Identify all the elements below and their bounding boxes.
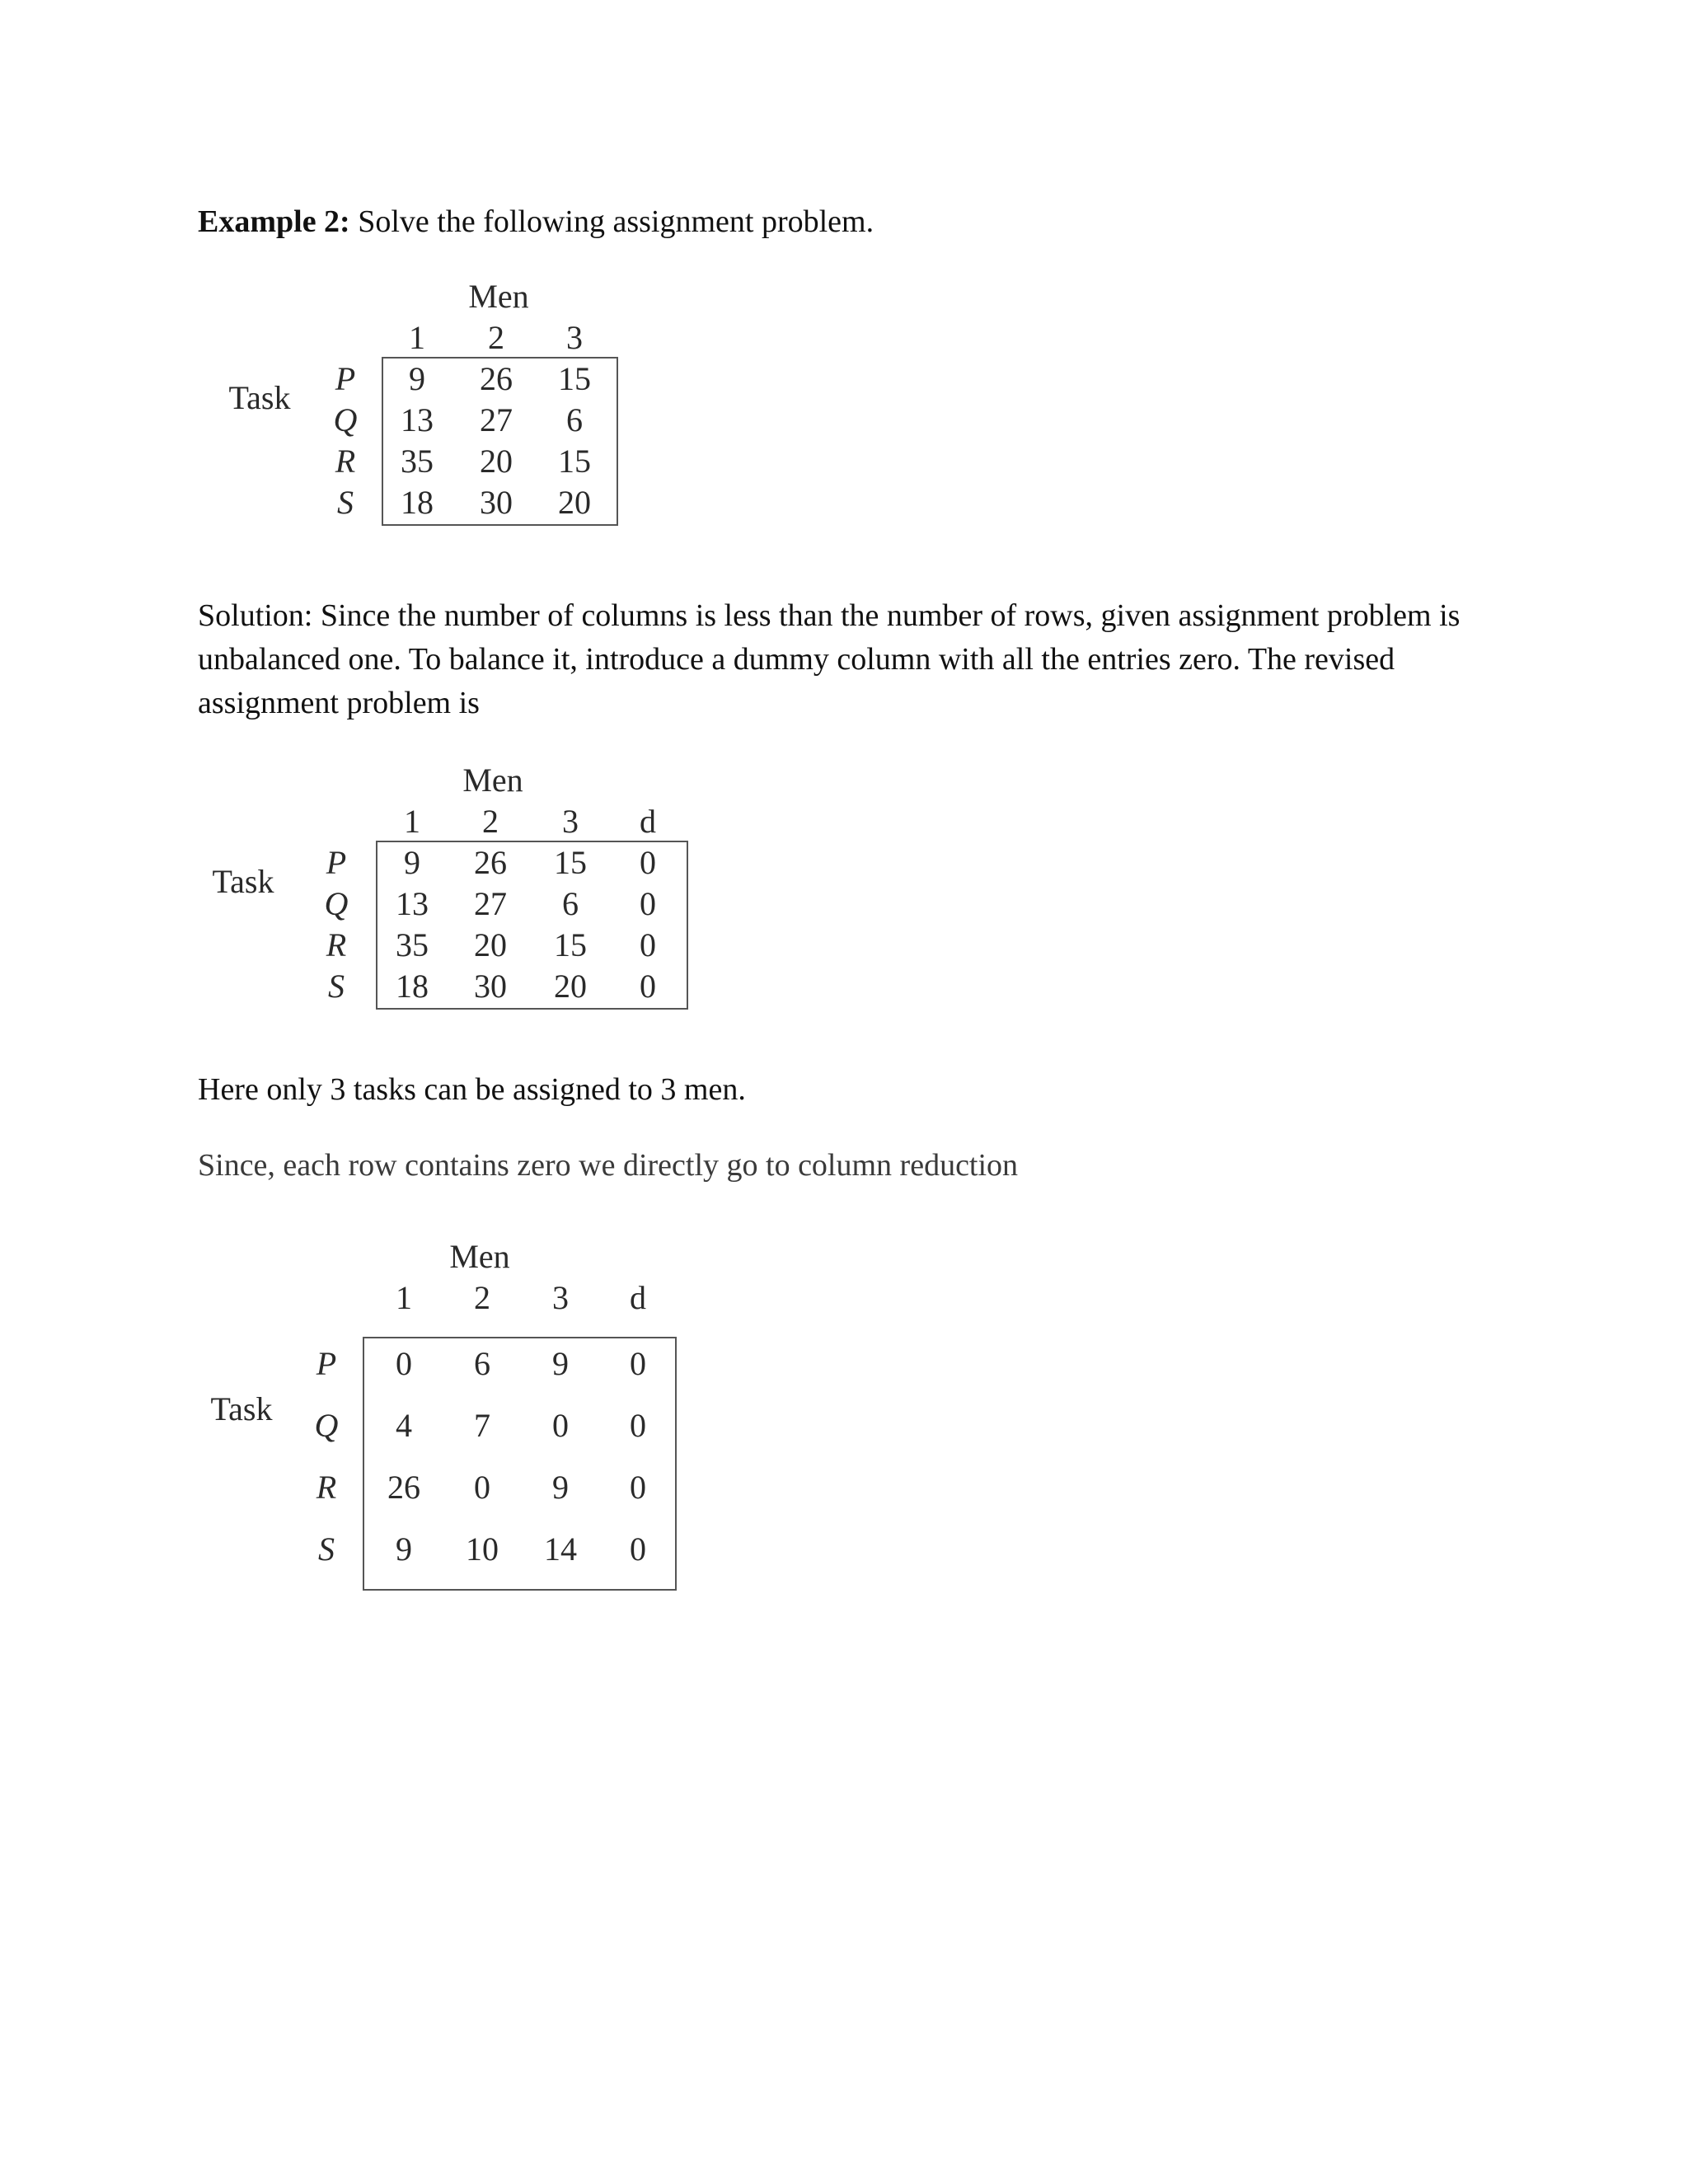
matrix-border (382, 357, 618, 526)
matrix-cell: 30 (480, 484, 513, 521)
matrix-cell: 0 (640, 968, 656, 1005)
matrix-cell: 0 (630, 1469, 646, 1506)
matrix-title: Men (449, 1238, 510, 1275)
matrix-cell: 0 (396, 1345, 412, 1382)
matrix-cell: 26 (480, 360, 513, 397)
matrix-cell: 26 (387, 1469, 420, 1506)
matrix-cell: 0 (630, 1345, 646, 1382)
example-text: Solve the following assignment problem. (349, 204, 874, 239)
matrix-title: Men (462, 762, 523, 799)
matrix-cell: 6 (566, 401, 583, 438)
note-tasks-assigned: Here only 3 tasks can be assigned to 3 men. (198, 1072, 746, 1107)
matrix-cell: 27 (474, 885, 507, 922)
matrix-cell: 0 (630, 1407, 646, 1444)
matrix-title: Men (468, 278, 529, 315)
row-label: P (335, 360, 356, 397)
matrix-cell: 6 (474, 1345, 490, 1382)
row-label: P (316, 1345, 337, 1382)
matrix-cell: 9 (552, 1345, 569, 1382)
row-label: P (326, 844, 347, 881)
matrix-border (363, 1337, 677, 1591)
matrix-column-reduced (198, 1236, 709, 1607)
matrix-cell: 9 (409, 360, 425, 397)
matrix-cell: 15 (554, 926, 587, 963)
matrix-cell: 30 (474, 968, 507, 1005)
column-header: 2 (488, 319, 504, 356)
matrix-cell: 4 (396, 1407, 412, 1444)
column-header: d (630, 1279, 646, 1316)
matrix-cell: 35 (401, 443, 434, 480)
matrix-side-label: Task (210, 1390, 273, 1427)
matrix-cell: 20 (480, 443, 513, 480)
row-label: R (316, 1469, 337, 1506)
row-label: Q (324, 885, 349, 922)
matrix-cell: 20 (474, 926, 507, 963)
matrix-cell: 13 (401, 401, 434, 438)
matrix-cell: 27 (480, 401, 513, 438)
row-label: R (326, 926, 347, 963)
row-label: S (318, 1530, 335, 1568)
matrix-cell: 9 (552, 1469, 569, 1506)
column-header: 3 (566, 319, 583, 356)
matrix-cell: 0 (630, 1530, 646, 1568)
column-header: d (640, 803, 656, 840)
matrix-cell: 15 (558, 360, 591, 397)
solution-paragraph: Solution: Since the number of columns is less than the number of rows, given assignment problem is unbalanced one. To balance it, introduce a dummy column with all the entries zero. The revised assignment problem is (198, 598, 1461, 720)
matrix-cell: 0 (552, 1407, 569, 1444)
column-header: 1 (404, 803, 420, 840)
row-label: S (328, 968, 345, 1005)
column-header: 3 (552, 1279, 569, 1316)
matrix-cell: 18 (401, 484, 434, 521)
matrix-cell: 15 (554, 844, 587, 881)
row-label: Q (333, 401, 358, 438)
example-heading (198, 200, 1484, 244)
matrix-cell: 10 (466, 1530, 499, 1568)
matrix-cell: 20 (558, 484, 591, 521)
matrix-cell: 14 (544, 1530, 577, 1568)
matrix-cell: 0 (640, 844, 656, 881)
example-label: Example 2: (198, 204, 350, 239)
matrix-cell: 26 (474, 844, 507, 881)
matrix-cell: 15 (558, 443, 591, 480)
matrix-original (214, 276, 643, 532)
matrix-cell: 9 (396, 1530, 412, 1568)
matrix-cell: 0 (640, 885, 656, 922)
column-header: 2 (474, 1279, 490, 1316)
row-label: Q (314, 1407, 339, 1444)
matrix-cell: 35 (396, 926, 429, 963)
matrix-cell: 18 (396, 968, 429, 1005)
matrix-cell: 0 (474, 1469, 490, 1506)
matrix-cell: 7 (474, 1407, 490, 1444)
matrix-cell: 9 (404, 844, 420, 881)
row-label: R (335, 443, 356, 480)
matrix-cell: 6 (562, 885, 579, 922)
column-header: 3 (562, 803, 579, 840)
note-column-reduction: Since, each row contains zero we directly go to column reduction (198, 1148, 1019, 1183)
matrix-balanced (198, 760, 709, 1015)
matrix-cell: 13 (396, 885, 429, 922)
row-label: S (337, 484, 354, 521)
matrix-cell: 0 (640, 926, 656, 963)
matrix-side-label: Task (228, 379, 291, 416)
column-header: 2 (482, 803, 499, 840)
column-header: 1 (409, 319, 425, 356)
column-header: 1 (396, 1279, 412, 1316)
matrix-side-label: Task (212, 863, 274, 900)
matrix-border (376, 841, 688, 1010)
matrix-cell: 20 (554, 968, 587, 1005)
